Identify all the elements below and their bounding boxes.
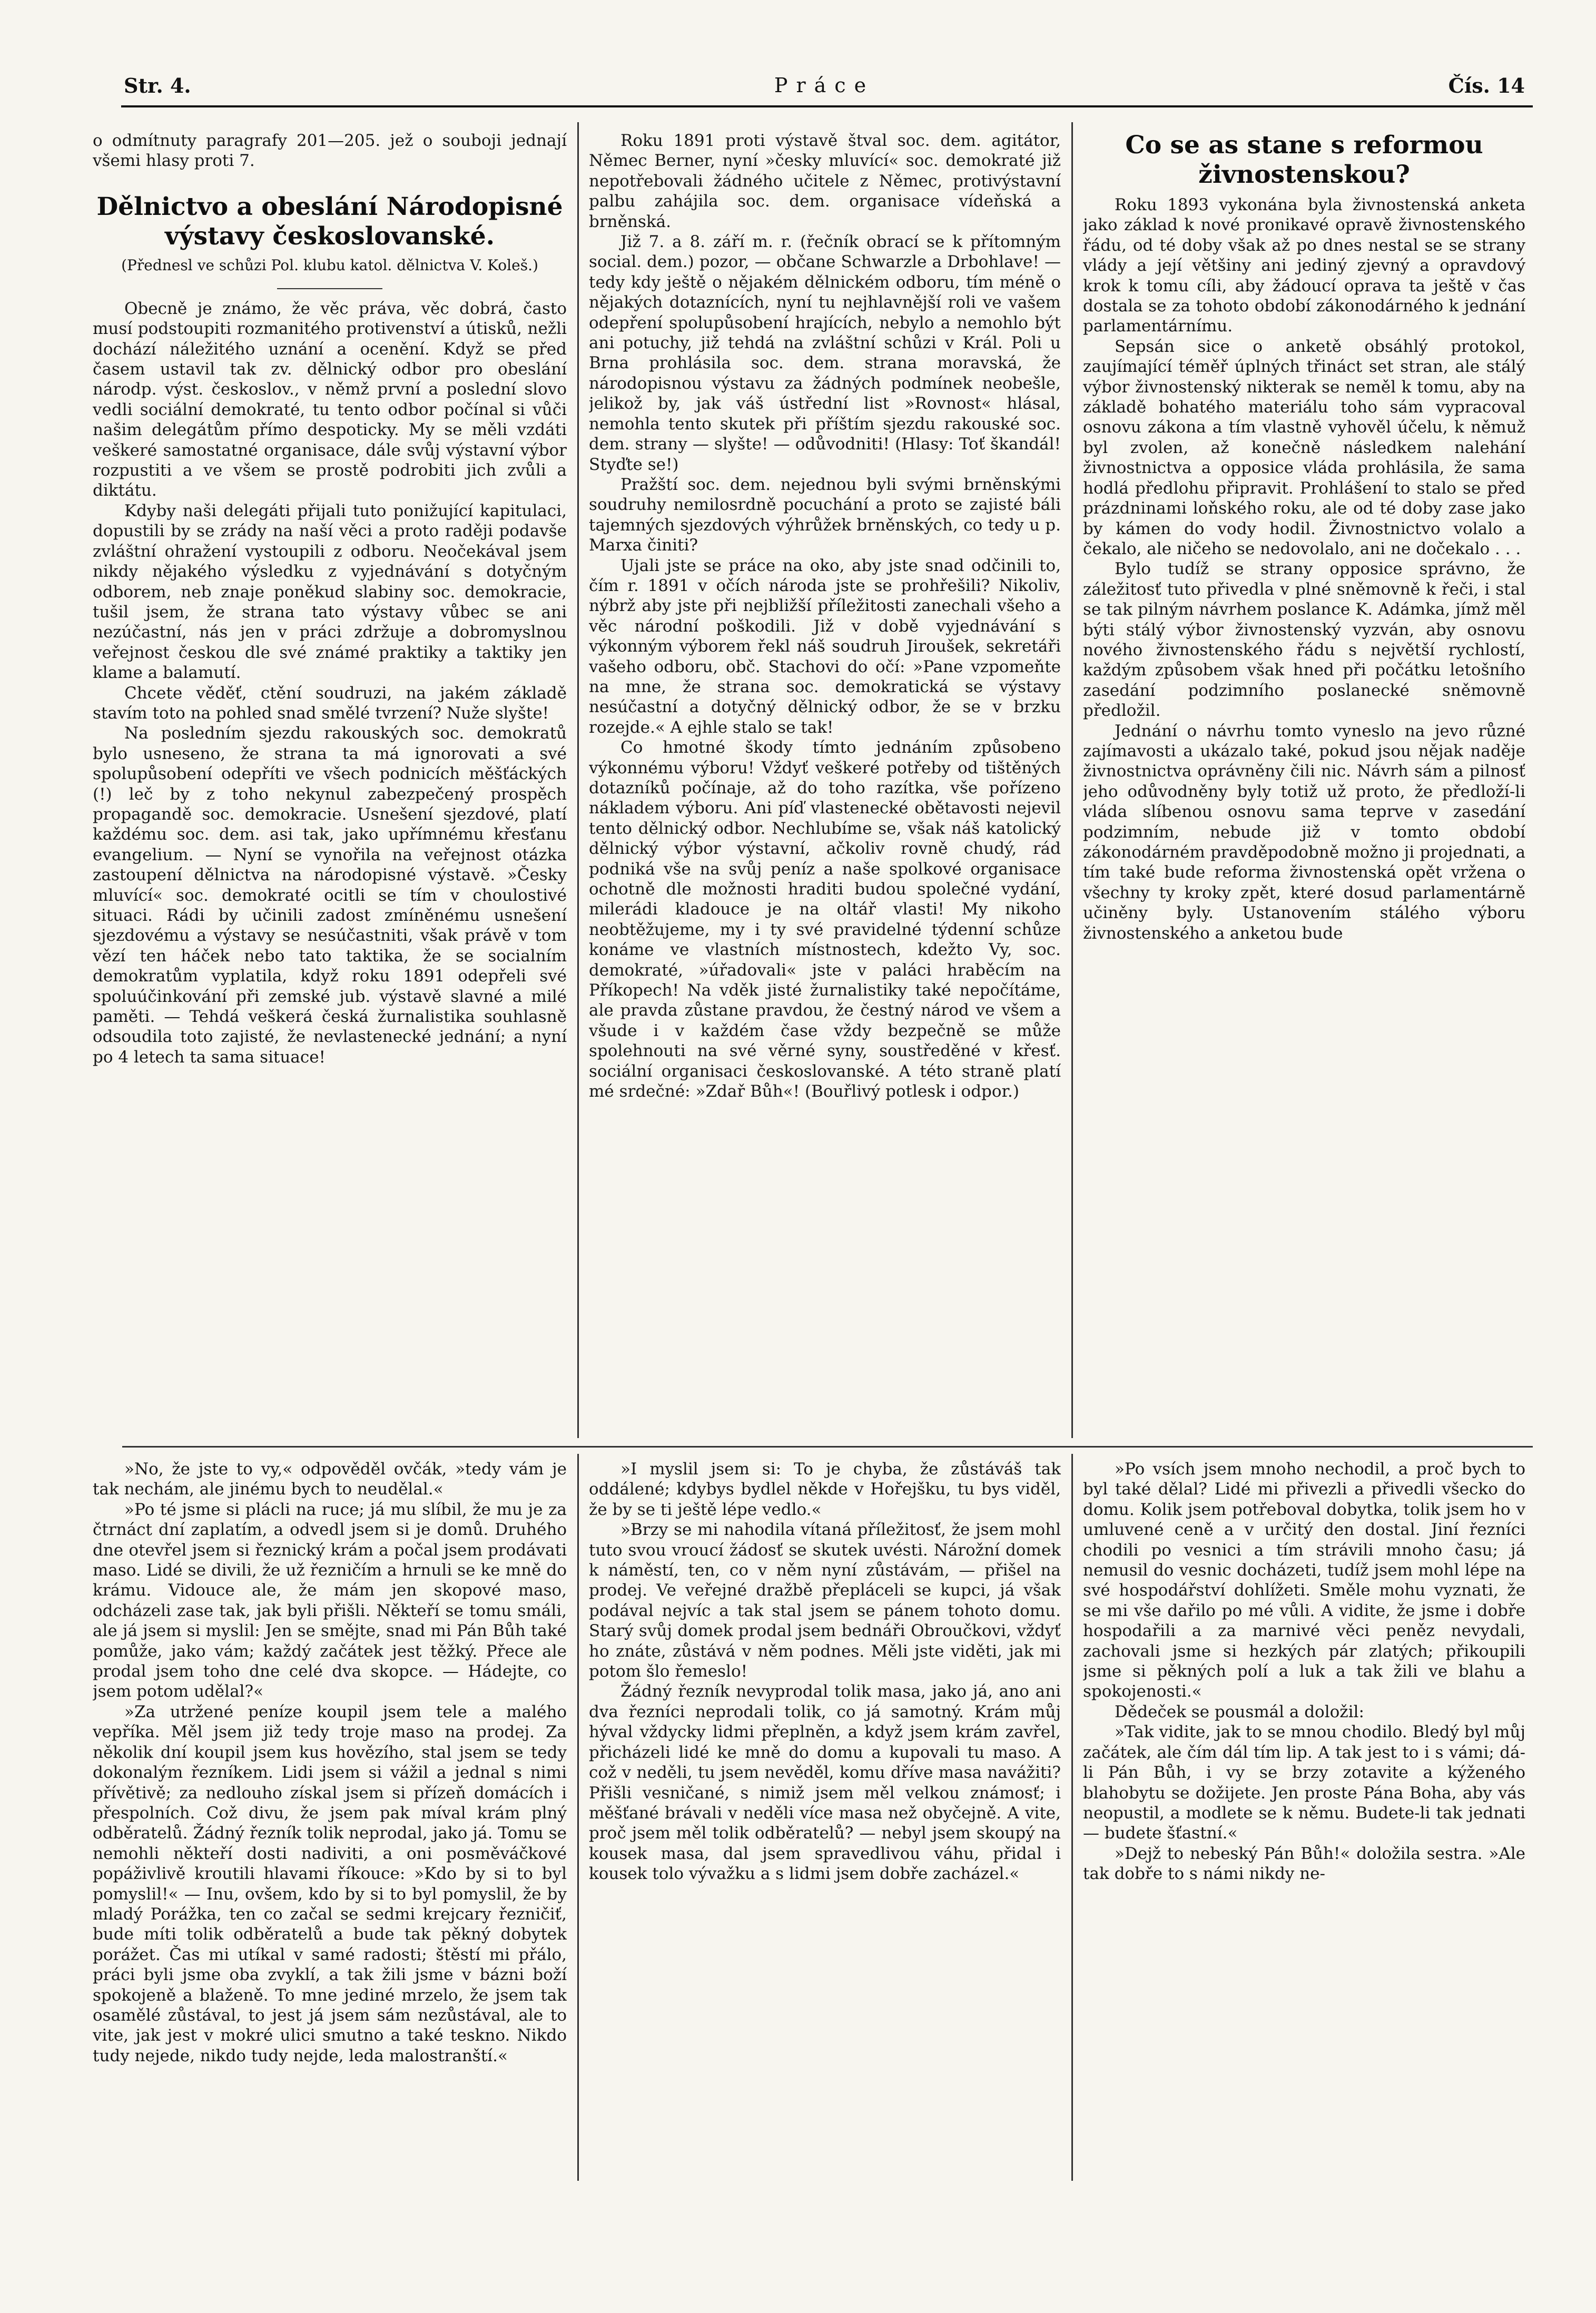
paragraph: Sepsán sice o anketě obsáhlý protokol, zaujímající téměř úplných třináct set stran, ale stálý výbor živnostenský nikterak se neměl k tomu, aby na základě bohatého materiálu toho sám vypracoval osnovu zákona a tím vlastně vyhověl účelu, k němuž byl zvolen, až konečně následkem nalehání živnostnictva a opposice vláda prohlásila, že sama hodlá předlohu připravit. Prohlášení to stalo se před prázdninami loňského roku, ale od té doby zase jako by kámen do vody hodil. Živnostnictvo volalo a čekalo, ale ničeho se nedovolalo, ani ne dočekalo . . . bbox=[1083, 337, 1525, 558]
paragraph: »Po vsích jsem mnoho nechodil, a proč bych to byl také dělal? Lidé mi přivezli a přivedli všecko do domu. Kolik jsem potřeboval dobytka, tolik jsem ho v umluvené ceně a v určitý den dostal. Jiní řezníci chodili po vesnici a tím strávili mnoho času; já nemusil do vesnic docházeti, tudíž jsem mohl lépe na své hospodářství dohlížeti. Směle mohu vyznati, že se mi vše dařilo po mé vůli. A vidite, že jsme i dobře hospodařili a za marnivé věci peněz nevydali, zachovali jsme si hezkých pár zlatých; přikoupili jsme si pěkných polí a luk a tak žili ve blahu a spokojenosti.« bbox=[1083, 1460, 1525, 1701]
header-rule bbox=[121, 105, 1533, 107]
feuilleton-rule bbox=[122, 1446, 1533, 1448]
masthead: Práce bbox=[774, 74, 875, 97]
story-column-3 bbox=[1083, 1459, 1525, 2181]
story-column-2 bbox=[589, 1459, 1061, 2181]
paragraph: »Brzy se mi nahodila vítaná příležitosť, že jsem mohl tuto svou vroucí žádosť se skutek uvésti. Nárožní domek k náměstí, ten, co v něm nyní zůstávám, — přišel na prodej. Ve veřejné dražbě přepláceli se kupci, já však podával nejvíc a tak stal jsem se pánem tohoto domu. Starý svůj domek prodal jsem bednáři Obroučkovi, vždyť ho znáte, zůstává v něm podnes. Měli jste viděti, jak mi potom šlo řemeslo! bbox=[589, 1520, 1061, 1681]
article-title: Dělnictvo a obeslání Národopisné výstavy českoslovanské. bbox=[96, 192, 563, 251]
separator bbox=[277, 288, 382, 289]
article-column-3 bbox=[1083, 131, 1525, 1438]
paragraph: Dědeček se pousmál a doložil: bbox=[1115, 1702, 1364, 1721]
intro-paragraph: o odmítnuty paragrafy 201—205. jež o souboji jednají všemi hlasy proti 7. bbox=[93, 131, 567, 171]
paragraph: »Dejž to nebeský Pán Bůh!« doložila sestra. »Ale tak dobře to s námi nikdy ne- bbox=[1083, 1844, 1525, 1884]
paragraph: Co hmotné škody tímto jednáním způsobeno výkonnému výboru! Vždyť veškeré potřeby od tištěných dotazníků počínaje, až do toho razítka, vše pořízeno nákladem výboru. Ani píď vlastenecké obětavosti nejevil tento dělnický odbor. Nechlubíme se, však náš katolický dělnický výbor výstavní, ačkoliv rovně chudý, rád podniká vše na svůj peníz a naše spolkové organisace ochotně dle možnosti hraditi budou společné vydání, milerádi kladouce je na oltář vlasti! My nikoho neobtěžujeme, my i ty své pravidelné týdenní schůze konáme ve vlastních místnostech, kdežto Vy, soc. demokraté, »úřadovali« jste v paláci hraběcím na Příkopech! Na vděk jisté žurnalistiky také nepočítáme, ale pravda zůstane pravdou, že čestný národ ve všem a všude i v každém čase vždy bezpečně se může spolehnouti na své věrné syny, soustředěné v křesť. sociální organisaci českoslovanské. A této straně platí mé srdečné: »Zdař Bůh«! (Bouřlivý potlesk i odpor.) bbox=[589, 738, 1061, 1101]
paragraph: Chcete věděť, ctění soudruzi, na jakém základě stavím toto na pohled snad smělé tvrzení? Nuže slyšte! bbox=[93, 683, 567, 723]
column-divider bbox=[1071, 1454, 1073, 2181]
paragraph: Kdyby naši delegáti přijali tuto ponižující kapitulaci, dopustili by se zrády na naší věci a proto raději podavše zvláštní ohražení vystoupili z odboru. Neočekával jsem nikdy nějakého výsledku z vyjednávání s dotyčným odborem, neb znaje poněkud slabiny soc. demokracie, tušil jsem, že strana tato výstavy vůbec se ani nezúčastní, nás jen v práci zdržuje a dobromyslnou veřejnost českou dle své známé praktiky a taktiky jen klame a balamutí. bbox=[93, 501, 567, 683]
page-header bbox=[124, 74, 1525, 105]
paragraph: Žádný řezník nevyprodal tolik masa, jako já, ano ani dva řezníci neprodali tolik, co já samotný. Krám můj hýval vždycky lidmi přeplněn, a když jsem krám zavřel, přicházeli lidé ke mně do domu a kupovali tu maso. A což v neděli, tu jsem nevěděl, komu dříve masa navážiti? Přišli vesničané, s nimiž jsem měl velkou známosť; i měšťané brávali v neděli více masa než obyčejně. A vite, proč jsem měl tolik odběratelů? — nebyl jsem skoupý na kousek masa, dal jsem spravedlivou váhu, přidal i kousek tolo vývažku a s lidmi jsem dobře zacházel.« bbox=[589, 1682, 1061, 1884]
paragraph: »Po té jsme si plácli na ruce; já mu slíbil, že mu je za čtrnáct dní zaplatím, a odvedl jsem si je domů. Druhého dne otevřel jsem si řeznický krám a počal jsem prodávati maso. Lidé se divili, že už řezničím a hrnuli se ke mně do krámu. Vidouce ale, že mám jen skopové maso, odcházeli zase tak, jak byli přišli. Někteří se tomu smáli, ale já jsem si myslil: Jen se smějte, snad mi Pán Bůh také pomůže, jako vám; každý začátek jest těžký. Přece ale prodal jsem toho dne celé dva skopce. — Hádejte, co jsem potom udělal?« bbox=[93, 1500, 567, 1701]
issue-number: Čís. 14 bbox=[1448, 74, 1525, 97]
paragraph: Bylo tudíž se strany opposice správno, že záležitosť tuto přivedla v plné sněmovně k řeči, i stal se tak pilným návrhem poslance K. Adámka, jímž měl býti stálý výbor živnostenský vyzván, aby osnovu nového živnostenského řádu s největší rychlostí, každým způsobem však hned při počátku letošního zasedání podzimního poslanecké sněmovně předložil. bbox=[1083, 559, 1525, 721]
column-divider bbox=[577, 1454, 579, 2181]
article-column-2 bbox=[589, 131, 1061, 1438]
article-byline: (Přednesl ve schůzi Pol. klubu katol. dělnictva V. Koleš.) bbox=[121, 256, 538, 274]
column-divider bbox=[577, 122, 579, 1438]
paragraph: Jednání o návrhu tomto vyneslo na jevo různé zajímavosti a ukázalo také, pokud jsou nějak naděje živnostnictva oprávněny čili nic. Návrh sám a pilnosť jeho odůvodněny byly totiž už proto, že předloží-li vláda slíbenou osnovu sama teprve v zasedání podzimním, nebude již v tomto období zákonodárném pravděpodobně možno ji projednati, a tím také bude reforma živnostenská opět vržena o všechny ty kroky zpět, které dosud parlamentárně učiněny byly. Ustanovením stálého výboru živnostenského a anketou bude bbox=[1083, 721, 1525, 943]
paragraph: »No, že jste to vy,« odpověděl ovčák, »tedy vám je tak nechám, ale jinému bych to neudělal.« bbox=[93, 1460, 567, 1499]
paragraph: »I myslil jsem si: To je chyba, že zůstáváš tak oddálené; kdybys bydlel někde v Hořejšku, tu bys viděl, že by se ti ještě lépe vedlo.« bbox=[589, 1460, 1061, 1519]
article-column-1 bbox=[93, 131, 567, 1438]
paragraph: Obecně je známo, že věc práva, věc dobrá, často musí podstoupiti rozmanitého protivenství a útisků, nežli dochází náležitého uznání a ocenění. Když se před časem ustavil tak zv. dělnický odbor pro obeslání národp. výst. českoslov., v němž první a poslední slovo vedli sociální demokraté, tu tento odbor počínal si vůči našim delegátům přímo despoticky. My se měli vzdáti veškeré samostatné organisace, dále svůj výstavní výbor rozpustiti a ve všem se prostě podrobiti jich zvůli a diktátu. bbox=[93, 299, 567, 500]
page-number: Str. 4. bbox=[124, 74, 191, 97]
column-divider bbox=[1071, 122, 1073, 1438]
paragraph: Na posledním sjezdu rakouských soc. demokratů bylo usneseno, že strana ta má ignorovati a své spolupůsobení odepříti ve všech podnicích měšťáckých (!) leč by z toho nekynul zabezpečený prospěch propagandě soc. demokracie. Usnešení sjezdové, platí každému soc. dem. asi tak, jako upřímnému křesťanu evangelium. — Nyní se vynořila na veřejnost otázka zastoupení dělnictva na národopisné výstavě. »Česky mluvící« soc. demokraté ocitli se tím v choulostivé situaci. Rádi by učinili zadost zmíněnému usnešení sjezdovému a výstavy se nesúčastniti, však právě v tom vězí ten háček nebo tato taktika, že se socialním demokratům vyplatila, když roku 1891 odepřeli své spoluúčinkování při zemské jub. výstavě slavné a milé paměti. — Tehdá veškerá česká žurnalistika souhlasně odsoudila toto zajisté, že nevlastenecké jednání; a nyní po 4 letech ta sama situace! bbox=[93, 724, 567, 1067]
paragraph: Ujali jste se práce na oko, aby jste snad odčinili to, čím r. 1891 v očích národa jste se prohřešili? Nikoliv, nýbrž aby jste při nejbližší příležitosti zanechali všeho a věc národní poškodili. Již v době vyjednávání s výkonným výborem řekl náš soudruh Jiroušek, sekretáři vašeho odboru, obč. Stachovi do očí: »Pane vzpomeňte na mne, že strana soc. demokratická se výstavy nesúčastní a dotyčný dělnický odbor, že se v brzku rozejde.« A ejhle stalo se tak! bbox=[589, 556, 1061, 737]
paragraph: Pražští soc. dem. nejednou byli svými brněnskými soudruhy nemilosrdně pocuchání a proto se zajisté báli tajemných sjezdových výhrůžek brněnských, co tedy u p. Marxa činiti? bbox=[589, 475, 1061, 555]
paragraph: Již 7. a 8. září m. r. (řečník obrací se k přítomným social. dem.) pozor, — občane Schwarzle a Drbohlave! — tedy kdy ještě o nějakém dělnickém odboru, tím méně o nějakých dotaznících, nyní tu nejhlavnější roli ve vašem odepření spolupůsobení hrajících, nebylo a nemohlo být ani potuchy, již tehdá na zvláštní schůzi v Král. Poli u Brna prohlásila soc. dem. strana moravská, že národopisnou výstavu za žádných podmínek neobešle, jelikož by, jak váš ústřední list »Rovnost« hlásal, nemohla tento skutek při příštím sjezdu rakouské soc. dem. strany — slyšte! — odůvodniti! (Hlasy: Toť škandál! Styďte se!) bbox=[589, 232, 1061, 474]
article-title: Co se as stane s reformou živnostenskou? bbox=[1125, 131, 1483, 189]
paragraph: Roku 1893 vykonána byla živnostenská anketa jako základ k nové pronikavé opravě živnostenského řádu, od té doby však až po dnes nestal se se strany vlády a její většiny ani jediný zjevný a opravdový krok k tomu cíli, aby žádoucí oprava ta ještě v čas dostala se za tohoto období zákonodárného k jednání parlamentárnímu. bbox=[1083, 195, 1525, 336]
paragraph: »Tak vidite, jak to se mnou chodilo. Bledý byl můj začátek, ale čím dál tím lip. A tak jest to i s vámi; dá-li Pán Bůh, i vy se brzy zotavite a kýženého blahobytu se dožijete. Jen proste Pána Boha, aby vás neopustil, a modlete se k němu. Budete-li tak jednati — budete šťastní.« bbox=[1083, 1723, 1525, 1843]
story-column-1 bbox=[93, 1459, 567, 2181]
paragraph: Roku 1891 proti výstavě štval soc. dem. agitátor, Němec Berner, nyní »česky mluvící« soc. demokraté již nepotřebovali žádného učitele z Němec, protivýstavní palbu zahájila soc. dem. organisace vídeňská a brněnská. bbox=[589, 131, 1061, 231]
paragraph: »Za utržené peníze koupil jsem tele a malého vepříka. Měl jsem již tedy troje maso na prodej. Za několik dní koupil jsem kus hovězího, stal jsem se tedy dokonalým řezníkem. Lidi jsem si vážil a jednal s nimi přívětivě; za nedlouho získal jsem si přízeň domácích i přespolních. Což divu, že jsem pak míval krám plný odběratelů. Žádný řezník tolik neprodal, jako já. Tomu se nemohli někteří dosti nadiviti, a oni posměváčkové popáživlivě kroutili hlavami říkouce: »Kdo by si to byl pomyslil!« — Inu, ovšem, kdo by si to byl pomyslil, že by mladý Porážka, ten co začal se sedmi krejcary řezničiť, bude míti tolik odběratelů a bude tak pěkný dobytek porážet. Čas mi utíkal v samé radosti; štěstí mi přálo, práci byli jsme oba zvyklí, a tak žili jsme v bázni boží spokojeně a blaženě. To mne jediné mrzelo, že jsem tak osamělé zůstával, to jest já jsem sám nezůstával, ale to vite, jak jest v mokré ulici smutno a také teskno. Nikdo tudy nejede, nikdo tudy nejde, leda malostranští.« bbox=[93, 1702, 567, 2065]
